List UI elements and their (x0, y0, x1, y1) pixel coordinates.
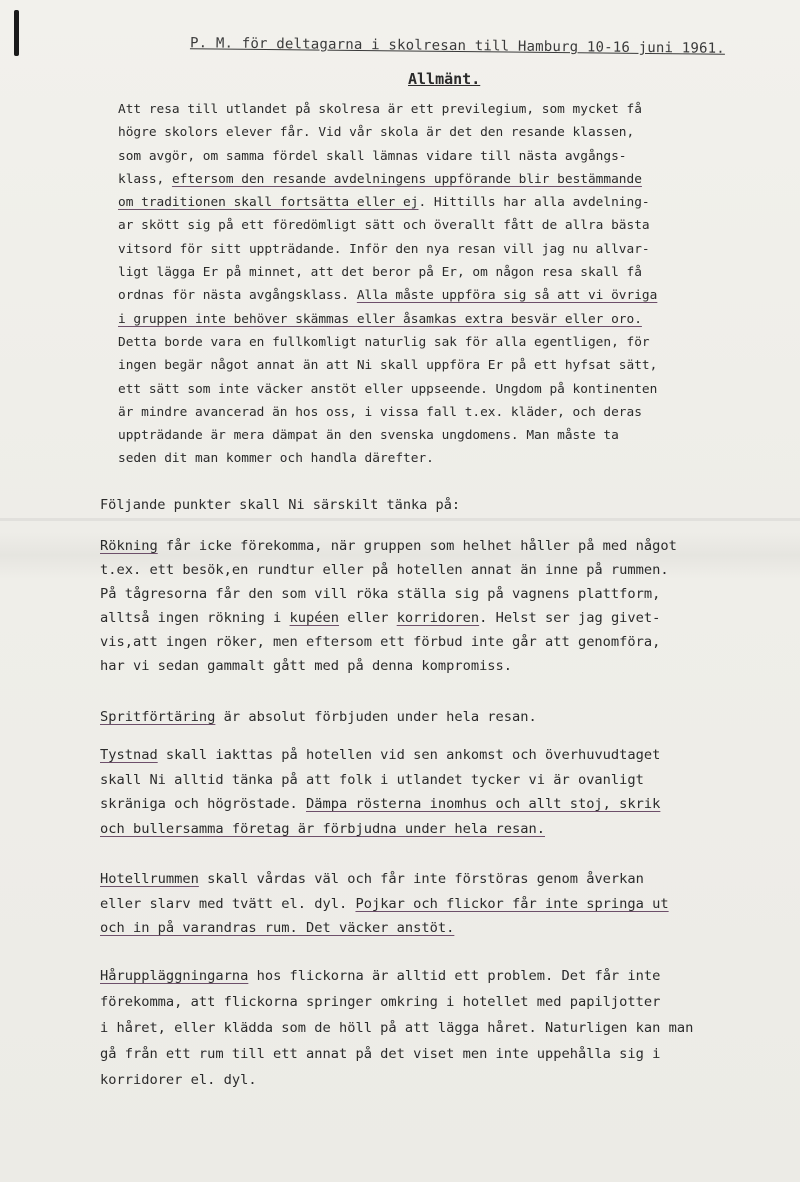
point-hair (100, 963, 800, 1093)
text-line (100, 534, 800, 558)
text-segment: är absolut förbjuden under hela resan. (215, 709, 537, 725)
text-line (118, 238, 800, 261)
point-quiet (100, 743, 800, 841)
text-line (118, 191, 800, 214)
underlined-text: Håruppläggningarna (100, 968, 249, 984)
text-line (118, 121, 800, 144)
text-segment: . Helst ser jag givet- (479, 610, 661, 626)
text-line (100, 654, 800, 678)
text-segment: skall Ni alltid tänka på att folk i utlandet tycker vi är ovanligt (100, 771, 644, 788)
underlined-text: i gruppen inte behöver skämmas eller åsamkas extra besvär eller oro. (118, 311, 642, 327)
point-hotel-rooms (100, 867, 800, 941)
text-segment: förekomma, att flickorna springer omkring i hotellet med papiljotter (100, 994, 661, 1010)
text-segment: eller (339, 610, 397, 626)
text-line (118, 98, 800, 121)
text-line (118, 261, 800, 284)
text-segment: som avgör, om samma fördel skall lämnas vidare till nästa avgångs- (118, 148, 627, 164)
underlined-text: Tystnad (100, 747, 158, 763)
text-line (100, 1067, 800, 1093)
text-segment: På tågresorna får den som vill röka ställa sig på vagnens plattform, (100, 586, 661, 602)
text-line (100, 989, 800, 1015)
text-segment: t.ex. ett besök,en rundtur eller på hotellen annat än inne på rummen. (100, 562, 669, 578)
point-alcohol (100, 706, 800, 729)
point-smoking (100, 534, 800, 678)
text-segment: vis,att ingen röker, men eftersom ett förbud inte går att genomföra, (100, 634, 661, 650)
text-segment: ingen begär något annat än att Ni skall uppföra Er på ett hyfsat sätt, (118, 358, 658, 374)
text-line (118, 401, 800, 424)
section-title: Allmänt. (408, 70, 481, 88)
intro-paragraph (118, 98, 800, 471)
underlined-text: Dämpa rösterna inomhus och allt stoj, skrik (306, 796, 661, 812)
text-segment: hos flickorna är alltid ett problem. Det får inte (248, 968, 661, 984)
text-line (100, 768, 800, 793)
underlined-text: om traditionen skall fortsätta eller ej (118, 195, 419, 211)
text-line (118, 378, 800, 401)
underlined-text: och in på varandras rum. Det väcker anstöt. (100, 920, 455, 936)
text-line (118, 424, 800, 447)
text-line (118, 354, 800, 377)
text-line (100, 706, 800, 729)
text-segment: ordnas för nästa avgångsklass. (118, 288, 357, 304)
text-segment: seden dit man kommer och handla därefter. (118, 451, 434, 467)
text-segment: vitsord för sitt uppträdande. Inför den nya resan vill jag nu allvar- (118, 241, 650, 257)
text-line (118, 447, 800, 470)
text-segment: gå från ett rum till ett annat på det viset men inte uppehålla sig i (100, 1046, 661, 1062)
text-line (100, 606, 800, 630)
text-segment: ett sätt som inte väcker anstöt eller uppseende. Ungdom på kontinenten (118, 381, 658, 397)
underlined-text: Spritförtäring (100, 709, 216, 725)
underlined-text: Hotellrummen (100, 871, 199, 887)
text-line (118, 331, 800, 354)
text-line (100, 867, 800, 892)
text-line (100, 743, 800, 768)
text-segment: är mindre avancerad än hos oss, i vissa fall t.ex. kläder, och deras (118, 404, 642, 420)
text-segment: . Hittills har alla avdelning- (418, 195, 650, 211)
text-line (118, 214, 800, 237)
text-segment: skräniga och högröstade. (100, 796, 307, 812)
text-segment: klass, (118, 171, 172, 187)
text-segment: korridorer el. dyl. (100, 1072, 257, 1088)
text-segment: eller slarv med tvätt el. dyl. (100, 895, 356, 912)
underlined-text: Rökning (100, 538, 158, 554)
text-line (100, 630, 800, 654)
binder-mark (14, 10, 19, 56)
text-segment: Att resa till utlandet på skolresa är ett previlegium, som mycket få (118, 102, 642, 117)
text-segment: har vi sedan gammalt gått med på denna kompromiss. (100, 658, 513, 674)
text-segment: får icke förekomma, när gruppen som helhet håller på med något (157, 538, 677, 554)
text-line (118, 145, 800, 168)
text-segment: ar skött sig på ett föredömligt sätt och överallt fått de allra bästa (118, 218, 650, 234)
text-segment: ligt lägga Er på minnet, att det beror på Er, om någon resa skall få (118, 265, 642, 281)
text-line (100, 792, 800, 817)
text-line (100, 1041, 800, 1067)
text-segment: skall vårdas väl och får inte förstöras genom åverkan (198, 871, 644, 887)
text-segment: alltså ingen rökning i (100, 610, 290, 626)
underlined-text: kupéen (289, 610, 339, 626)
text-line (100, 817, 800, 842)
text-line (100, 1015, 800, 1041)
text-line (118, 284, 800, 307)
text-line (100, 558, 800, 582)
text-line (100, 963, 800, 989)
document-header: P. M. för deltagarna i skolresan till Hamburg 10-16 juni 1961. (189, 35, 726, 57)
text-line (100, 892, 800, 917)
underlined-text: Alla måste uppföra sig så att vi övriga (356, 288, 658, 304)
text-line (118, 168, 800, 191)
text-segment: i håret, eller klädda som de höll på att lägga håret. Naturligen kan man (100, 1020, 694, 1036)
text-segment: uppträdande är mera dämpat än den svenska ungdomens. Man måste ta (118, 428, 619, 444)
underlined-text: eftersom den resande avdelningens uppförande blir bestämmande (171, 171, 642, 187)
points-lead: Följande punkter skall Ni särskilt tänka på: (100, 497, 461, 513)
text-segment: högre skolors elever får. Vid vår skola är det den resande klassen, (118, 125, 635, 141)
underlined-text: korridoren (396, 610, 480, 626)
underlined-text: och bullersamma företag är förbjudna under hela resan. (100, 820, 545, 837)
paper-fold (0, 518, 800, 521)
text-segment: Detta borde vara en fullkomligt naturlig sak för alla egentligen, för (118, 334, 650, 350)
text-line (100, 582, 800, 606)
text-segment: skall iakttas på hotellen vid sen ankomst och överhuvudtaget (157, 747, 661, 763)
text-line (100, 916, 800, 941)
text-line (118, 308, 800, 331)
underlined-text: Pojkar och flickor får inte springa ut (355, 895, 669, 912)
